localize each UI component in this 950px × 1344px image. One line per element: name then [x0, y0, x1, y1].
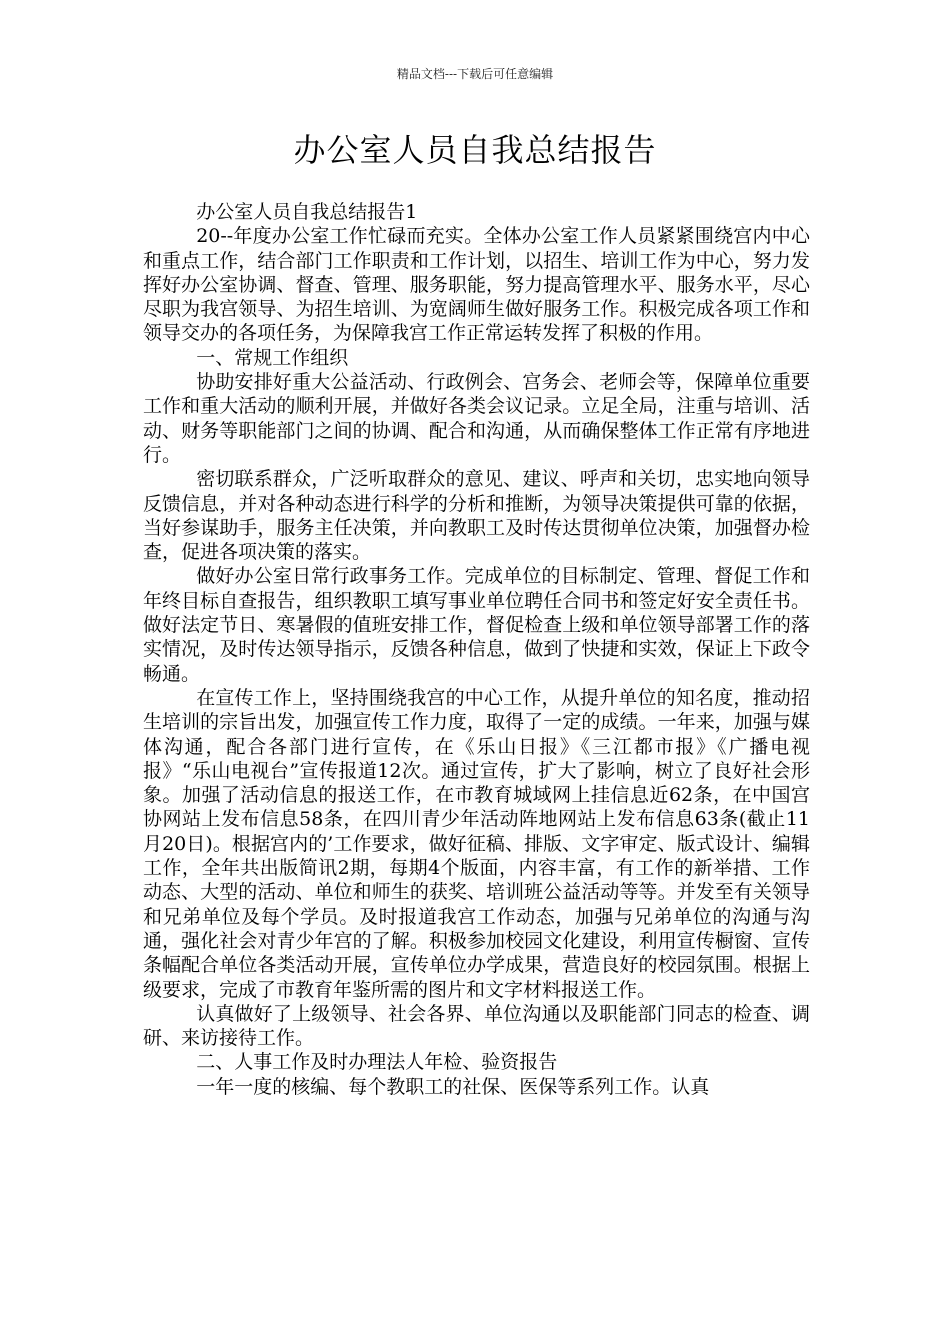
paragraph: 在宣传工作上，坚持围绕我宫的中心工作，从提升单位的知名度，推动招生培训的宗旨出发，加强宣传工作力度，取得了一定的成绩。一年来，加强与媒体沟通，配合各部门进行宣传，在《乐山日报》《三江都市报》《广播电视报》“乐山电视台”宣传报道12次。通过宣传，扩大了影响，树立了良好社会形象。加强了活动信息的报送工作，在市教育城域网上挂信息近62条，在中国宫协网站上发布信息58条，在四川青少年活动阵地网站上发布信息63条(截止11月20日)。根据宫内的’工作要求，做好征稿、排版、文字审定、版式设计、编辑工作，全年共出版简讯2期，每期4个版面，内容丰富，有工作的新举措、工作动态、大型的活动、单位和师生的获奖、培训班公益活动等等。并发至有关领导和兄弟单位及每个学员。及时报道我宫工作动态，加强与兄弟单位的沟通与沟通，强化社会对青少年宫的了解。积极参加校园文化建设，利用宣传橱窗、宣传条幅配合单位各类活动开展，宣传单位办学成果，营造良好的校园氛围。根据上级要求，完成了市教育年鉴所需的图片和文字材料报送工作。 — [143, 686, 810, 1001]
paragraph: 认真做好了上级领导、社会各界、单位沟通以及职能部门同志的检查、调研、来访接待工作。 — [143, 1002, 810, 1050]
paragraph: 一年一度的核编、每个教职工的社保、医保等系列工作。认真 — [196, 1075, 710, 1098]
page-header: 精品文档---下载后可任意编辑 — [396, 67, 554, 81]
section-heading: 一、常规工作组织 — [196, 346, 349, 369]
paragraph: 协助安排好重大公益活动、行政例会、宫务会、老师会等，保障单位重要工作和重大活动的顺利开展，并做好各类会议记录。立足全局，注重与培训、活动、财务等职能部门之间的协调、配合和沟通，从而确保整体工作正常有序地进行。 — [143, 371, 810, 466]
document-title: 办公室人员自我总结报告 — [293, 131, 657, 169]
paragraph: 密切联系群众，广泛听取群众的意见、建议、呼声和关切，忠实地向领导反馈信息，并对各种动态进行科学的分析和推断，为领导决策提供可靠的依据，当好参谋助手，服务主任决策，并向教职工及时传达贯彻单位决策，加强督办检查，促进各项决策的落实。 — [143, 468, 810, 564]
document-body — [143, 200, 810, 1099]
paragraph: 20--年度办公室工作忙碌而充实。全体办公室工作人员紧紧围绕宫内中心和重点工作，结合部门工作职责和工作计划，以招生、培训工作为中心，努力发挥好办公室协调、督查、管理、服务职能，努力提高管理水平、服务水平，尽心尽职为我宫领导、为招生培训、为宽阔师生做好服务工作。积极完成各项工作和领导交办的各项任务，为保障我宫工作正常运转发挥了积极的作用。 — [143, 225, 810, 345]
section-heading: 二、人事工作及时办理法人年检、验资报告 — [196, 1051, 558, 1074]
paragraph: 做好办公室日常行政事务工作。完成单位的目标制定、管理、督促工作和年终目标自查报告，组织教职工填写事业单位聘任合同书和签定好安全责任书。做好法定节日、寒暑假的值班安排工作，督促检查上级和单位领导部署工作的落实情况，及时传达领导指示，反馈各种信息，做到了快捷和实效，保证上下政令畅通。 — [143, 565, 810, 685]
paragraph-subtitle: 办公室人员自我总结报告1 — [196, 201, 418, 223]
